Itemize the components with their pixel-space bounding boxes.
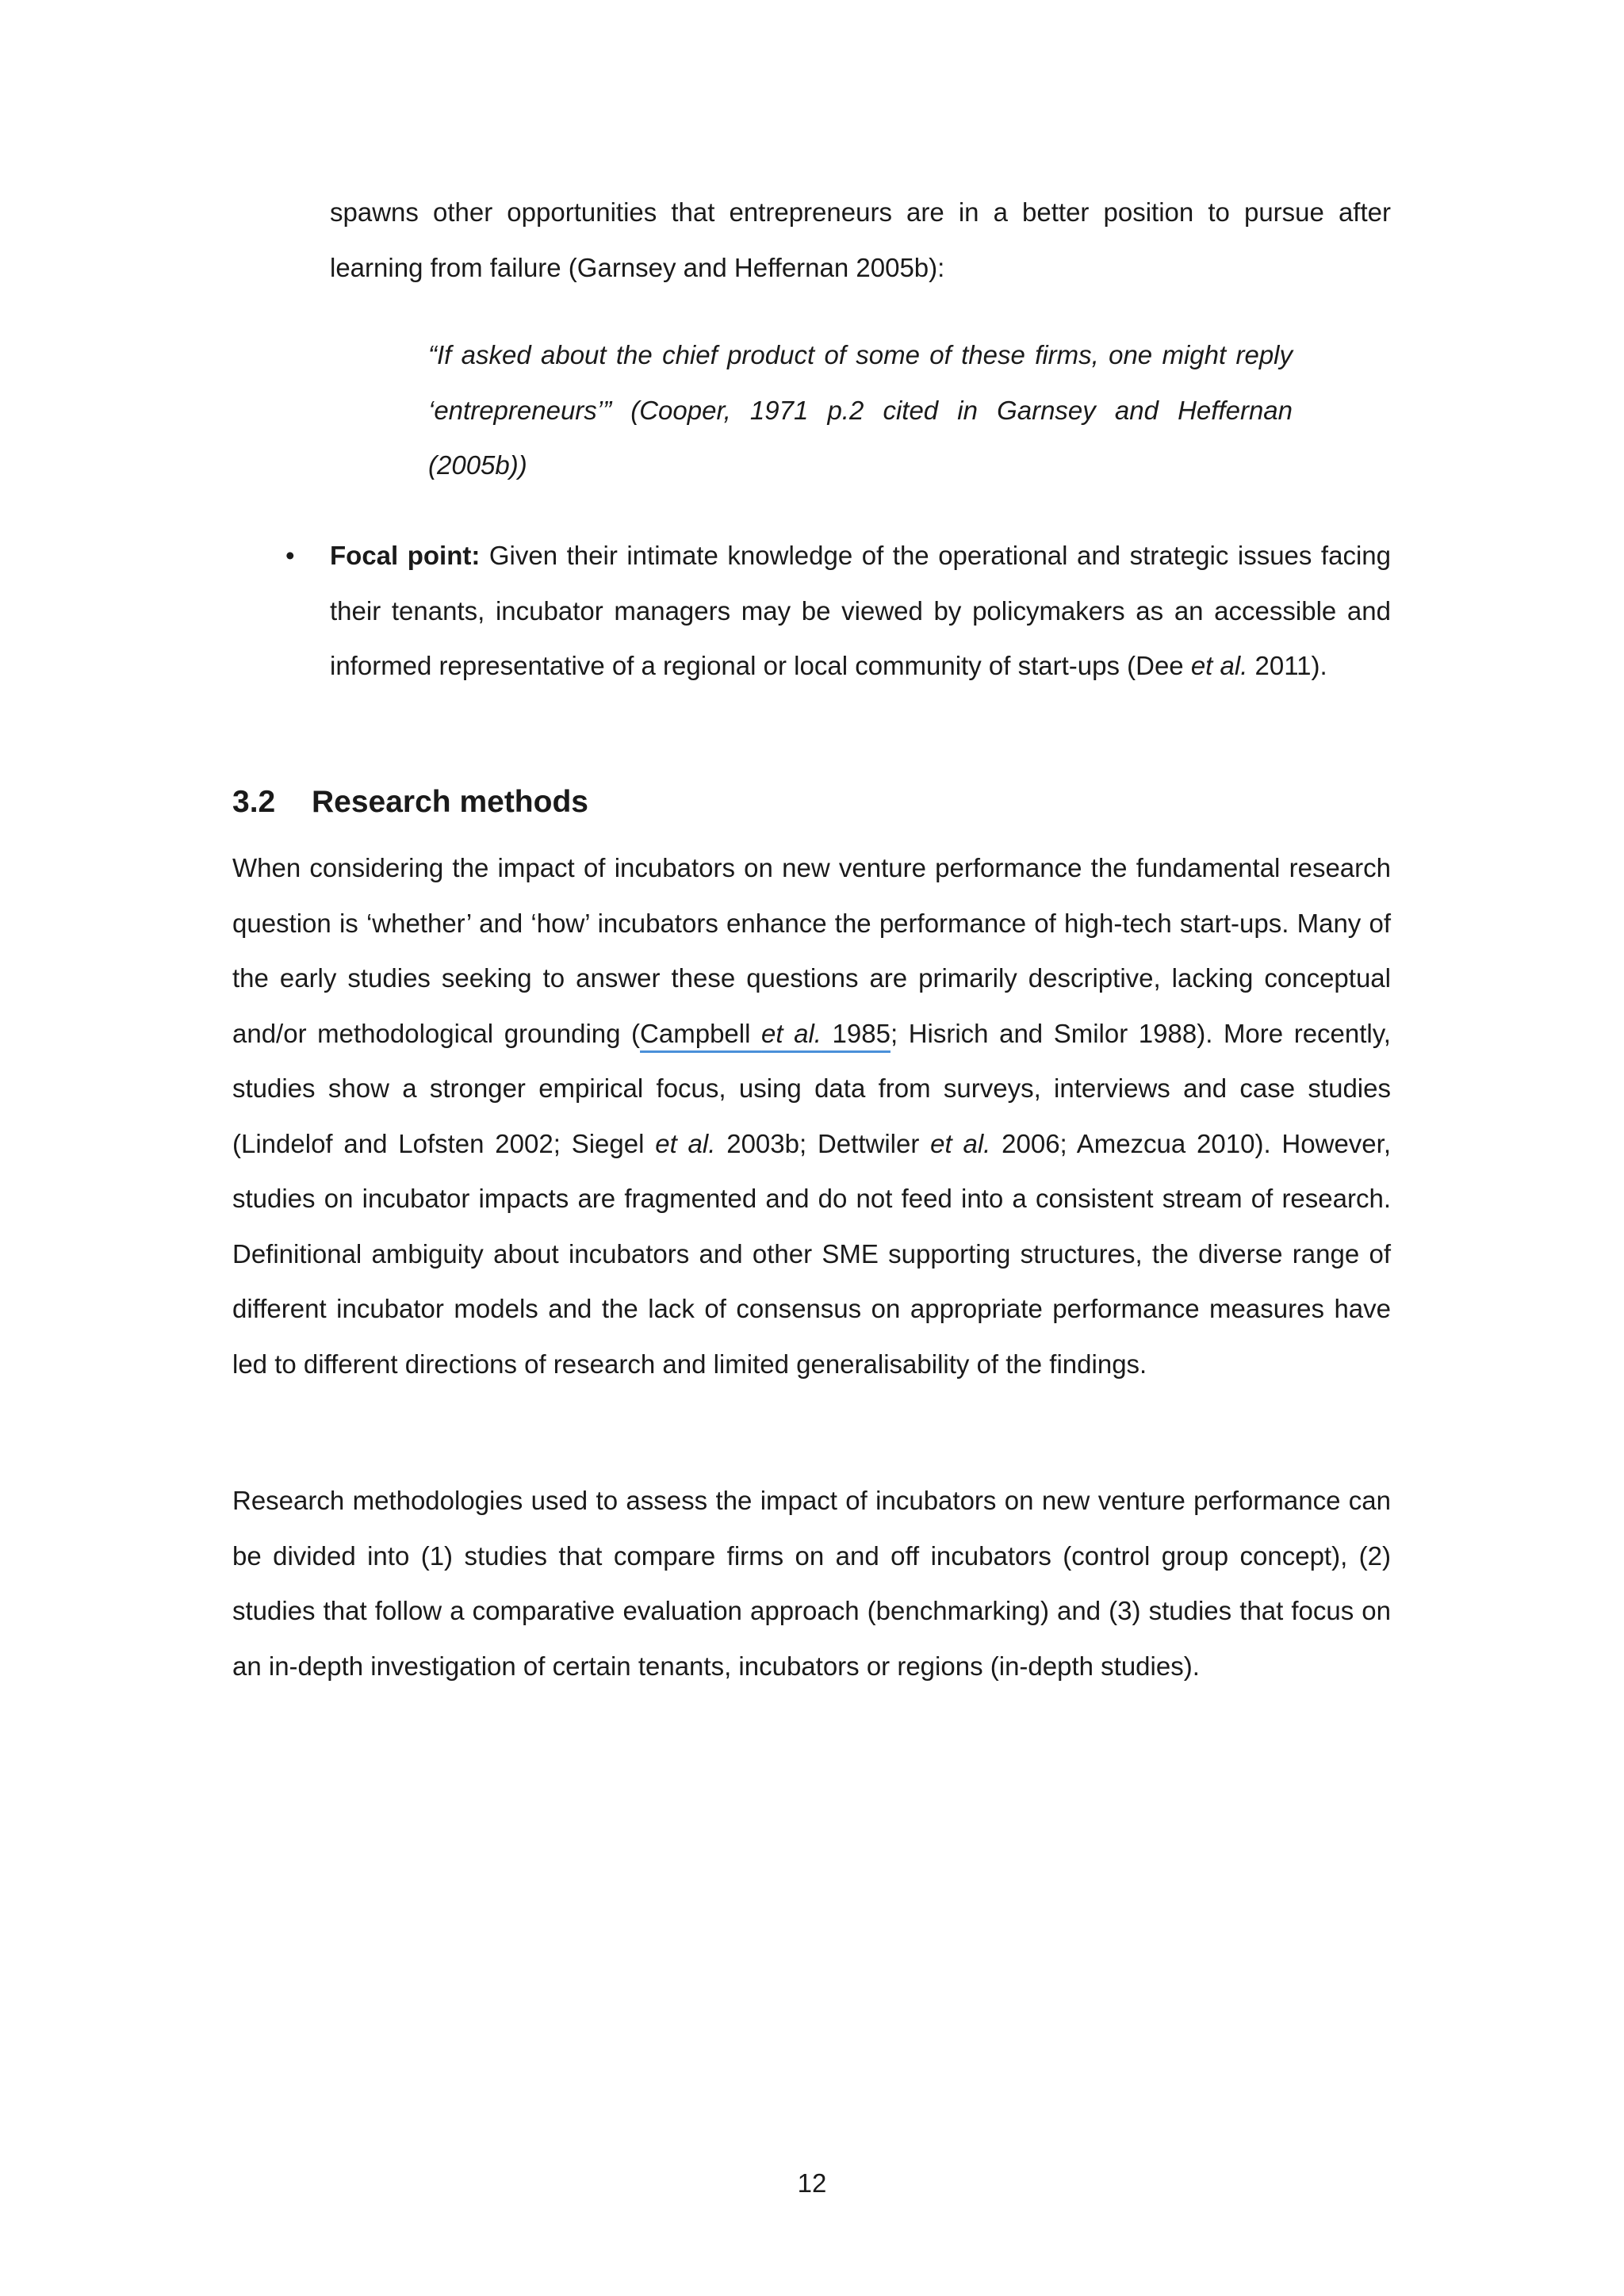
- body1-text-1: When considering the impact of incubators on new venture performance the fundamental research question is ‘whether’ and ‘how’ incubators enhance the performance of high-tech start-ups. Many of the early studies seeking to answer these questions are primarily descriptive, lacking conceptual and/or methodological grounding (: [232, 853, 1391, 1048]
- body1-etal-2: et al.: [930, 1128, 991, 1158]
- body1-etal-1: et al.: [655, 1128, 716, 1158]
- body-paragraph-1: [232, 840, 1391, 1391]
- bullet-etal: et al.: [1190, 651, 1248, 680]
- citation-link-campbell[interactable]: [640, 1019, 891, 1048]
- section-number: 3.2: [232, 785, 276, 819]
- body-paragraph-2: Research methodologies used to assess the impact of incubators on new venture performance can be divided into (1) studies that compare firms on and off incubators (control group concept), (2) studies that follow a comparative evaluation approach (benchmarking) and (3) studies that focus on an in-depth investigation of certain tenants, incubators or regions (in-depth studies).: [232, 1486, 1391, 1681]
- section-heading: [232, 785, 588, 820]
- bullet-text-a: Given their intimate knowledge of the operational and strategic issues facing their tenants, incubator managers may be viewed by policymakers as an accessible and informed representative of a regional or local community of start-ups (Dee: [330, 541, 1391, 680]
- bullet-text-b: 2011).: [1247, 651, 1327, 680]
- bullet-icon: •: [285, 541, 295, 570]
- citation-link-text-a: Campbell: [640, 1018, 762, 1048]
- bullet-item-focal-point: [330, 528, 1391, 694]
- body1-text-3: 2003b; Dettwiler: [715, 1128, 931, 1158]
- body1-text-4: 2006; Amezcua 2010). However, studies on incubator impacts are fragmented and do not feed into a consistent stream of research. Definitional ambiguity about incubators and other SME supporting structures, the diverse range of different incubator models and the lack of consensus on appropriate performance measures have led to different directions of research and limited generalisability of the findings.: [232, 1128, 1391, 1379]
- page-number: 12: [797, 2168, 827, 2198]
- intro-paragraph: spawns other opportunities that entrepreneurs are in a better position to pursue after learning from failure (Garnsey and Heffernan 2005b):: [330, 197, 1391, 282]
- citation-link-text-b: 1985: [821, 1018, 891, 1048]
- citation-link-etal: et al.: [761, 1018, 822, 1048]
- section-title: Research methods: [312, 785, 588, 819]
- body1-text-2: ; Hisrich and Smilor 1988). More recently, studies show a stronger empirical focus, using data from surveys, interviews and case studies (Lindelof and Lofsten 2002; Siegel: [232, 1018, 1391, 1158]
- block-quote: “If asked about the chief product of some of these firms, one might reply ‘entrepreneurs’” (Cooper, 1971 p.2 cited in Garnsey and Heffernan (2005b)): [428, 340, 1293, 480]
- bullet-label: Focal point:: [330, 541, 481, 570]
